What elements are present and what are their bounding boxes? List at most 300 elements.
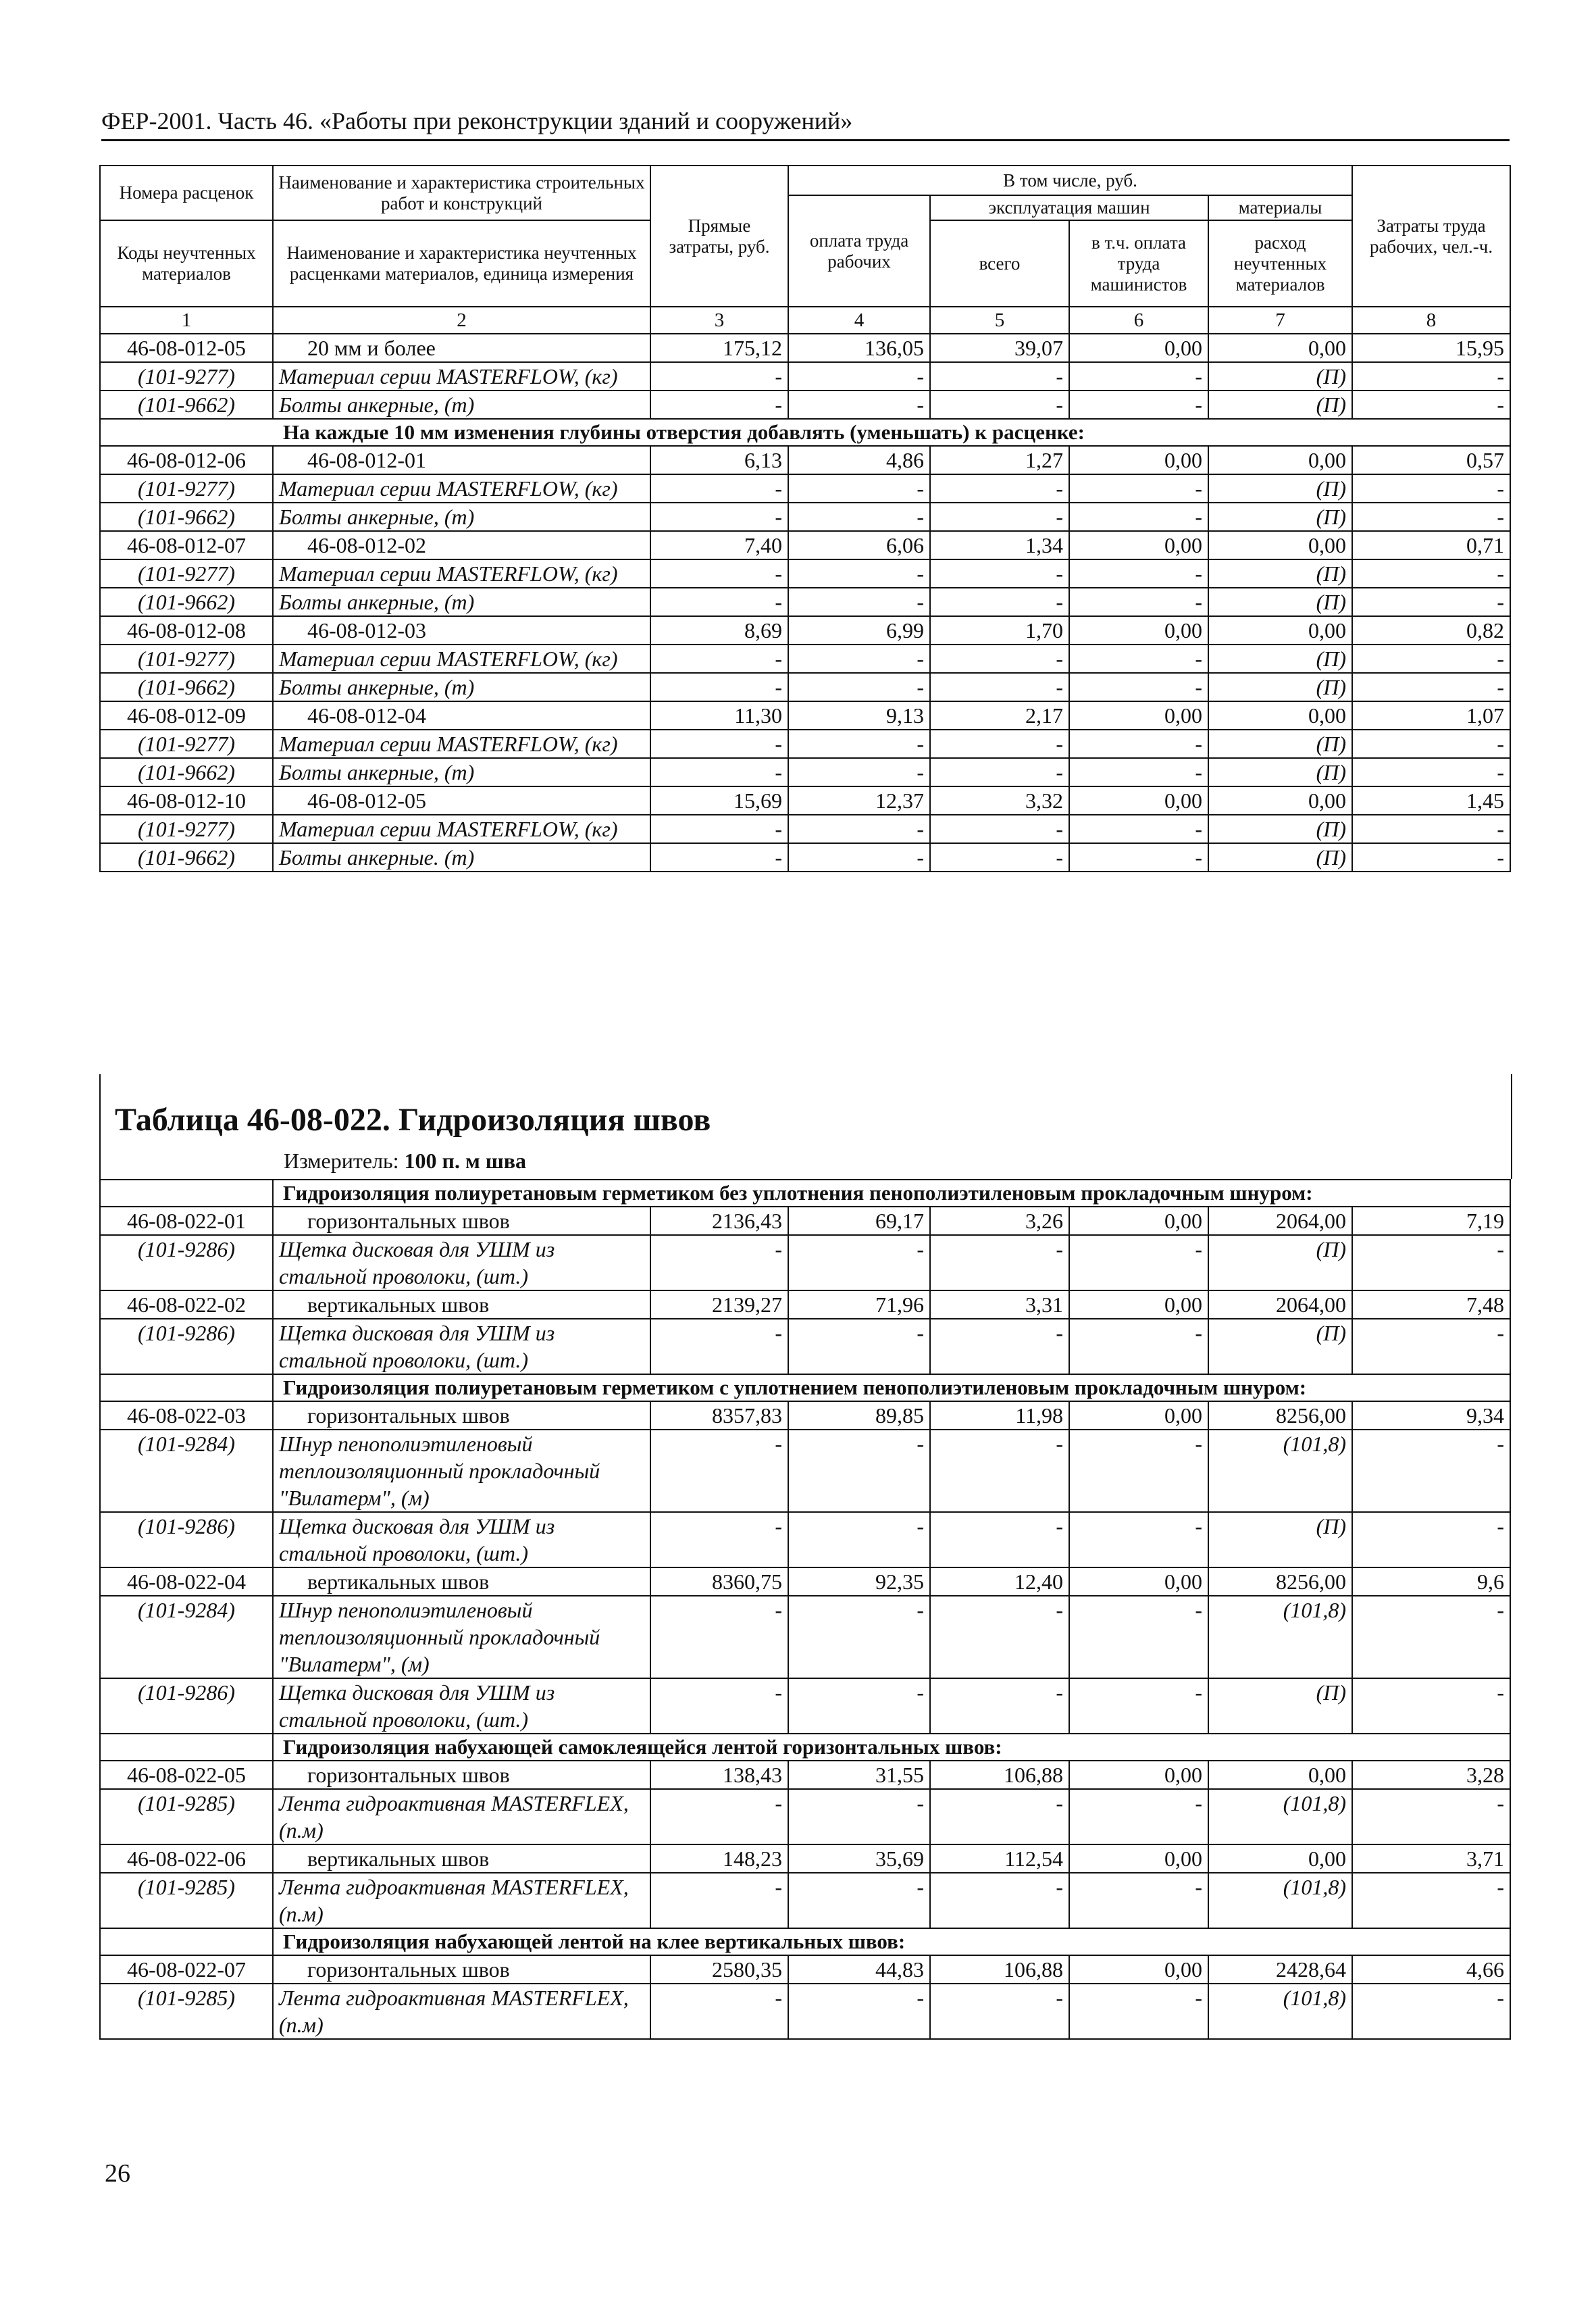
dash-cell: - xyxy=(1069,1873,1208,1928)
material-row xyxy=(100,1984,1510,2039)
dash-cell: - xyxy=(930,474,1069,503)
rate-value: 4,66 xyxy=(1352,1955,1510,1984)
col2-sub-header: Наименование и характеристика неучтенных расценками материалов, единица измерения xyxy=(273,220,650,307)
dash-cell: - xyxy=(650,843,788,872)
material-row xyxy=(100,1512,1510,1567)
rate-name: вертикальных швов xyxy=(273,1567,650,1596)
rate-value: 136,05 xyxy=(788,334,930,362)
rate-value: 1,34 xyxy=(930,531,1069,559)
material-code: (101-9285) xyxy=(100,1984,273,2039)
col8-header: Затраты труда рабочих, чел.-ч. xyxy=(1352,166,1510,307)
rate-value: 0,82 xyxy=(1352,616,1510,645)
dash-cell: - xyxy=(650,1873,788,1928)
material-row xyxy=(100,474,1510,503)
dash-cell: - xyxy=(650,730,788,758)
dash-cell: - xyxy=(1352,1319,1510,1374)
dash-cell: - xyxy=(930,673,1069,701)
rate-value: 0,71 xyxy=(1352,531,1510,559)
rate-value: 8,69 xyxy=(650,616,788,645)
material-code: (101-9277) xyxy=(100,645,273,673)
rate-row xyxy=(100,616,1510,645)
material-code: (101-9286) xyxy=(100,1319,273,1374)
material-quantity: (П) xyxy=(1208,1512,1352,1567)
machines-header: эксплуатация машин xyxy=(930,195,1208,220)
material-code: (101-9286) xyxy=(100,1678,273,1734)
col1-header: Номера расценок xyxy=(100,166,273,220)
rate-value: 69,17 xyxy=(788,1207,930,1235)
dash-cell: - xyxy=(1352,362,1510,391)
dash-cell: - xyxy=(650,1319,788,1374)
rate-name: 46-08-012-02 xyxy=(273,531,650,559)
material-name: Материал серии MASTERFLOW, (кг) xyxy=(273,730,650,758)
dash-cell: - xyxy=(788,1235,930,1290)
rate-value: 148,23 xyxy=(650,1844,788,1873)
rate-value: 106,88 xyxy=(930,1761,1069,1789)
material-code: (101-9277) xyxy=(100,474,273,503)
dash-cell: - xyxy=(930,391,1069,419)
dash-cell: - xyxy=(930,1984,1069,2039)
rate-code: 46-08-012-10 xyxy=(100,786,273,815)
rate-value: 0,00 xyxy=(1069,1567,1208,1596)
material-name: Материал серии MASTERFLOW, (кг) xyxy=(273,474,650,503)
dash-cell: - xyxy=(1352,815,1510,843)
dash-cell: - xyxy=(1352,673,1510,701)
rate-row xyxy=(100,334,1510,362)
rate-value: 44,83 xyxy=(788,1955,930,1984)
col7-header: расход неучтенных материалов xyxy=(1208,220,1352,307)
rate-value: 11,98 xyxy=(930,1401,1069,1430)
rate-row xyxy=(100,531,1510,559)
rate-value: 1,27 xyxy=(930,446,1069,474)
rate-name: горизонтальных швов xyxy=(273,1207,650,1235)
material-quantity: (П) xyxy=(1208,391,1352,419)
rate-name: 46-08-012-01 xyxy=(273,446,650,474)
column-number: 2 xyxy=(273,307,650,334)
dash-cell: - xyxy=(788,1789,930,1844)
rate-value: 0,00 xyxy=(1069,334,1208,362)
material-code: (101-9284) xyxy=(100,1430,273,1512)
material-code: (101-9662) xyxy=(100,588,273,616)
dash-cell: - xyxy=(930,1430,1069,1512)
material-name: Болты анкерные, (т) xyxy=(273,391,650,419)
rate-row xyxy=(100,1401,1510,1430)
col6-header: в т.ч. оплата труда машинистов xyxy=(1069,220,1208,307)
dash-cell: - xyxy=(788,673,930,701)
rate-value: 4,86 xyxy=(788,446,930,474)
dash-cell: - xyxy=(788,1512,930,1567)
dash-cell: - xyxy=(650,391,788,419)
material-quantity: (101,8) xyxy=(1208,1789,1352,1844)
dash-cell: - xyxy=(1069,730,1208,758)
section-spacer-cell xyxy=(100,1374,273,1401)
dash-cell: - xyxy=(1069,1235,1208,1290)
rate-value: 8256,00 xyxy=(1208,1567,1352,1596)
section-spacer-cell xyxy=(100,1734,273,1761)
material-row xyxy=(100,730,1510,758)
material-row xyxy=(100,1873,1510,1928)
dash-cell: - xyxy=(1069,1430,1208,1512)
rate-value: 0,00 xyxy=(1069,786,1208,815)
material-code: (101-9277) xyxy=(100,815,273,843)
rate-code: 46-08-022-06 xyxy=(100,1844,273,1873)
material-name: Щетка дисковая для УШМ из стальной проволоки, (шт.) xyxy=(273,1319,650,1374)
rate-value: 0,00 xyxy=(1208,1844,1352,1873)
dash-cell: - xyxy=(1352,1984,1510,2039)
dash-cell: - xyxy=(650,1678,788,1734)
dash-cell: - xyxy=(650,503,788,531)
rate-value: 7,40 xyxy=(650,531,788,559)
material-name: Болты анкерные, (т) xyxy=(273,588,650,616)
dash-cell: - xyxy=(650,1430,788,1512)
dash-cell: - xyxy=(788,843,930,872)
material-name: Щетка дисковая для УШМ из стальной проволоки, (шт.) xyxy=(273,1678,650,1734)
rate-row xyxy=(100,701,1510,730)
dash-cell: - xyxy=(1069,559,1208,588)
section-title: На каждые 10 мм изменения глубины отверстия добавлять (уменьшать) к расценке: xyxy=(100,419,1510,446)
rate-code: 46-08-022-05 xyxy=(100,1761,273,1789)
dash-cell: - xyxy=(650,588,788,616)
rate-name: горизонтальных швов xyxy=(273,1401,650,1430)
material-row xyxy=(100,1319,1510,1374)
rate-name: 46-08-012-04 xyxy=(273,701,650,730)
dash-cell: - xyxy=(1069,1984,1208,2039)
incl-header: В том числе, руб. xyxy=(788,166,1352,195)
rate-row xyxy=(100,1567,1510,1596)
rate-value: 2580,35 xyxy=(650,1955,788,1984)
material-row xyxy=(100,588,1510,616)
dash-cell: - xyxy=(788,503,930,531)
rate-code: 46-08-012-07 xyxy=(100,531,273,559)
rate-row xyxy=(100,786,1510,815)
material-quantity: (П) xyxy=(1208,843,1352,872)
material-code: (101-9285) xyxy=(100,1873,273,1928)
col1-sub-header: Коды неучтенных материалов xyxy=(100,220,273,307)
dash-cell: - xyxy=(930,1319,1069,1374)
dash-cell: - xyxy=(930,1235,1069,1290)
measurement-value: 100 п. м шва xyxy=(404,1149,527,1173)
material-row xyxy=(100,362,1510,391)
rate-value: 106,88 xyxy=(930,1955,1069,1984)
material-quantity: (П) xyxy=(1208,815,1352,843)
dash-cell: - xyxy=(788,474,930,503)
rate-value: 0,00 xyxy=(1069,1207,1208,1235)
rate-code: 46-08-012-08 xyxy=(100,616,273,645)
section-title: Гидроизоляция набухающей самоклеящейся лентой горизонтальных швов: xyxy=(273,1734,1510,1761)
rate-code: 46-08-012-06 xyxy=(100,446,273,474)
material-name: Шнур пенополиэтиленовый теплоизоляционный прокладочный "Вилатерм", (м) xyxy=(273,1596,650,1678)
rate-value: 8357,83 xyxy=(650,1401,788,1430)
waterproofing-table xyxy=(99,1179,1511,2040)
material-row xyxy=(100,1789,1510,1844)
dash-cell: - xyxy=(930,559,1069,588)
dash-cell: - xyxy=(650,673,788,701)
rate-code: 46-08-012-09 xyxy=(100,701,273,730)
rate-value: 0,00 xyxy=(1069,1955,1208,1984)
material-quantity: (П) xyxy=(1208,730,1352,758)
material-name: Болты анкерные, (т) xyxy=(273,673,650,701)
rate-value: 2428,64 xyxy=(1208,1955,1352,1984)
rate-code: 46-08-012-05 xyxy=(100,334,273,362)
rate-value: 35,69 xyxy=(788,1844,930,1873)
rate-value: 3,71 xyxy=(1352,1844,1510,1873)
dash-cell: - xyxy=(930,645,1069,673)
material-code: (101-9662) xyxy=(100,843,273,872)
rate-name: вертикальных швов xyxy=(273,1844,650,1873)
rate-value: 6,06 xyxy=(788,531,930,559)
rate-value: 0,00 xyxy=(1069,1761,1208,1789)
material-code: (101-9277) xyxy=(100,559,273,588)
dash-cell: - xyxy=(930,1789,1069,1844)
dash-cell: - xyxy=(1069,1512,1208,1567)
rate-value: 8256,00 xyxy=(1208,1401,1352,1430)
rate-value: 11,30 xyxy=(650,701,788,730)
material-quantity: (П) xyxy=(1208,758,1352,786)
dash-cell: - xyxy=(650,815,788,843)
column-number: 6 xyxy=(1069,307,1208,334)
material-code: (101-9662) xyxy=(100,503,273,531)
material-name: Материал серии MASTERFLOW, (кг) xyxy=(273,645,650,673)
section-title: Гидроизоляция набухающей лентой на клее вертикальных швов: xyxy=(273,1928,1510,1955)
material-quantity: (П) xyxy=(1208,588,1352,616)
rate-value: 0,00 xyxy=(1069,1290,1208,1319)
material-quantity: (П) xyxy=(1208,1678,1352,1734)
rate-name: вертикальных швов xyxy=(273,1290,650,1319)
rate-value: 7,48 xyxy=(1352,1290,1510,1319)
dash-cell: - xyxy=(1069,474,1208,503)
material-name: Материал серии MASTERFLOW, (кг) xyxy=(273,559,650,588)
rate-value: 0,00 xyxy=(1208,531,1352,559)
dash-cell: - xyxy=(930,815,1069,843)
col2-header: Наименование и характеристика строительных работ и конструкций xyxy=(273,166,650,220)
rate-value: 112,54 xyxy=(930,1844,1069,1873)
table2-title: Таблица 46-08-022. Гидроизоляция швов xyxy=(115,1102,711,1138)
dash-cell: - xyxy=(650,362,788,391)
dash-cell: - xyxy=(788,1678,930,1734)
dash-cell: - xyxy=(930,1873,1069,1928)
material-quantity: (101,8) xyxy=(1208,1873,1352,1928)
rate-value: 8360,75 xyxy=(650,1567,788,1596)
col3-header: Прямые затраты, руб. xyxy=(650,166,788,307)
material-code: (101-9277) xyxy=(100,362,273,391)
rate-code: 46-08-022-01 xyxy=(100,1207,273,1235)
material-row xyxy=(100,815,1510,843)
dash-cell: - xyxy=(650,1235,788,1290)
rate-value: 1,45 xyxy=(1352,786,1510,815)
material-name: Лента гидроактивная MASTERFLEX, (п.м) xyxy=(273,1984,650,2039)
rate-value: 92,35 xyxy=(788,1567,930,1596)
rate-value: 1,70 xyxy=(930,616,1069,645)
dash-cell: - xyxy=(930,730,1069,758)
page-number: 26 xyxy=(105,2159,130,2188)
rate-value: 9,6 xyxy=(1352,1567,1510,1596)
rate-value: 12,40 xyxy=(930,1567,1069,1596)
rate-value: 0,00 xyxy=(1069,1844,1208,1873)
column-number: 5 xyxy=(930,307,1069,334)
rate-value: 9,13 xyxy=(788,701,930,730)
rate-value: 138,43 xyxy=(650,1761,788,1789)
material-row xyxy=(100,1596,1510,1678)
dash-cell: - xyxy=(930,362,1069,391)
dash-cell: - xyxy=(1352,1512,1510,1567)
material-name: Лента гидроактивная MASTERFLEX, (п.м) xyxy=(273,1789,650,1844)
rate-value: 89,85 xyxy=(788,1401,930,1430)
rate-value: 39,07 xyxy=(930,334,1069,362)
dash-cell: - xyxy=(1069,391,1208,419)
dash-cell: - xyxy=(650,1984,788,2039)
dash-cell: - xyxy=(1352,730,1510,758)
rate-value: 0,00 xyxy=(1208,334,1352,362)
material-row xyxy=(100,1430,1510,1512)
dash-cell: - xyxy=(788,730,930,758)
dash-cell: - xyxy=(1352,559,1510,588)
material-name: Щетка дисковая для УШМ из стальной проволоки, (шт.) xyxy=(273,1512,650,1567)
material-code: (101-9662) xyxy=(100,758,273,786)
dash-cell: - xyxy=(930,588,1069,616)
rate-value: 7,19 xyxy=(1352,1207,1510,1235)
dash-cell: - xyxy=(788,758,930,786)
rate-value: 3,31 xyxy=(930,1290,1069,1319)
material-quantity: (П) xyxy=(1208,645,1352,673)
col4-header: оплата труда рабочих xyxy=(788,195,930,307)
material-name: Болты анкерные. (т) xyxy=(273,843,650,872)
dash-cell: - xyxy=(1069,503,1208,531)
dash-cell: - xyxy=(930,1678,1069,1734)
dash-cell: - xyxy=(1069,843,1208,872)
material-quantity: (П) xyxy=(1208,362,1352,391)
dash-cell: - xyxy=(930,758,1069,786)
dash-cell: - xyxy=(1069,362,1208,391)
rate-row xyxy=(100,1761,1510,1789)
rates-table xyxy=(99,165,1511,872)
dash-cell: - xyxy=(1352,843,1510,872)
material-code: (101-9662) xyxy=(100,391,273,419)
rate-value: 0,00 xyxy=(1069,446,1208,474)
rate-value: 3,26 xyxy=(930,1207,1069,1235)
section-title: Гидроизоляция полиуретановым герметиком без уплотнения пенополиэтиленовым прокладочным шнуром: xyxy=(273,1180,1510,1207)
dash-cell: - xyxy=(650,645,788,673)
measurement-line xyxy=(284,1149,526,1174)
material-row xyxy=(100,559,1510,588)
dash-cell: - xyxy=(930,503,1069,531)
material-code: (101-9285) xyxy=(100,1789,273,1844)
material-code: (101-9284) xyxy=(100,1596,273,1678)
column-number: 3 xyxy=(650,307,788,334)
rate-value: 2136,43 xyxy=(650,1207,788,1235)
dash-cell: - xyxy=(1352,1789,1510,1844)
rate-value: 15,69 xyxy=(650,786,788,815)
material-quantity: (П) xyxy=(1208,1235,1352,1290)
material-quantity: (101,8) xyxy=(1208,1596,1352,1678)
measurement-label: Измеритель: xyxy=(284,1149,399,1173)
dash-cell: - xyxy=(650,758,788,786)
material-name: Лента гидроактивная MASTERFLEX, (п.м) xyxy=(273,1873,650,1928)
rate-row xyxy=(100,1290,1510,1319)
dash-cell: - xyxy=(1069,1319,1208,1374)
col5-header: всего xyxy=(930,220,1069,307)
rate-value: 0,00 xyxy=(1208,786,1352,815)
material-row xyxy=(100,758,1510,786)
rate-value: 2064,00 xyxy=(1208,1207,1352,1235)
material-row xyxy=(100,673,1510,701)
dash-cell: - xyxy=(788,362,930,391)
rate-value: 6,99 xyxy=(788,616,930,645)
dash-cell: - xyxy=(788,391,930,419)
dash-cell: - xyxy=(788,1596,930,1678)
column-number: 4 xyxy=(788,307,930,334)
materials-header: материалы xyxy=(1208,195,1352,220)
material-quantity: (П) xyxy=(1208,1319,1352,1374)
rate-value: 0,00 xyxy=(1069,701,1208,730)
material-row xyxy=(100,1678,1510,1734)
material-quantity: (П) xyxy=(1208,474,1352,503)
rate-value: 0,00 xyxy=(1208,701,1352,730)
rate-value: 31,55 xyxy=(788,1761,930,1789)
rate-value: 9,34 xyxy=(1352,1401,1510,1430)
rate-value: 15,95 xyxy=(1352,334,1510,362)
material-name: Материал серии MASTERFLOW, (кг) xyxy=(273,362,650,391)
material-row xyxy=(100,1235,1510,1290)
dash-cell: - xyxy=(650,474,788,503)
rate-value: 0,00 xyxy=(1208,1761,1352,1789)
rate-value: 1,07 xyxy=(1352,701,1510,730)
rate-name: 46-08-012-03 xyxy=(273,616,650,645)
material-quantity: (П) xyxy=(1208,503,1352,531)
material-code: (101-9286) xyxy=(100,1235,273,1290)
rate-value: 71,96 xyxy=(788,1290,930,1319)
rate-value: 12,37 xyxy=(788,786,930,815)
rate-row xyxy=(100,1844,1510,1873)
material-row xyxy=(100,645,1510,673)
rate-value: 0,00 xyxy=(1208,616,1352,645)
dash-cell: - xyxy=(650,1789,788,1844)
dash-cell: - xyxy=(788,645,930,673)
dash-cell: - xyxy=(1069,1789,1208,1844)
dash-cell: - xyxy=(788,815,930,843)
rate-code: 46-08-022-03 xyxy=(100,1401,273,1430)
material-quantity: (101,8) xyxy=(1208,1984,1352,2039)
rate-value: 2,17 xyxy=(930,701,1069,730)
rate-value: 0,00 xyxy=(1208,446,1352,474)
rate-value: 2064,00 xyxy=(1208,1290,1352,1319)
dash-cell: - xyxy=(1069,1678,1208,1734)
dash-cell: - xyxy=(1352,1235,1510,1290)
rate-name: 20 мм и более xyxy=(273,334,650,362)
material-name: Болты анкерные, (т) xyxy=(273,758,650,786)
dash-cell: - xyxy=(1352,1678,1510,1734)
material-row xyxy=(100,843,1510,872)
dash-cell: - xyxy=(650,1596,788,1678)
page-header: ФЕР-2001. Часть 46. «Работы при реконструкции зданий и сооружений» xyxy=(101,107,1510,141)
column-number: 7 xyxy=(1208,307,1352,334)
material-quantity: (101,8) xyxy=(1208,1430,1352,1512)
dash-cell: - xyxy=(1069,815,1208,843)
dash-cell: - xyxy=(930,1596,1069,1678)
rate-code: 46-08-022-04 xyxy=(100,1567,273,1596)
dash-cell: - xyxy=(1352,503,1510,531)
dash-cell: - xyxy=(1069,758,1208,786)
rate-value: 0,00 xyxy=(1069,531,1208,559)
rate-value: 0,00 xyxy=(1069,1401,1208,1430)
dash-cell: - xyxy=(1352,758,1510,786)
rate-name: 46-08-012-05 xyxy=(273,786,650,815)
rate-value: 3,32 xyxy=(930,786,1069,815)
dash-cell: - xyxy=(1069,588,1208,616)
rate-value: 3,28 xyxy=(1352,1761,1510,1789)
rate-value: 2139,27 xyxy=(650,1290,788,1319)
dash-cell: - xyxy=(650,559,788,588)
rate-value: 0,57 xyxy=(1352,446,1510,474)
column-number: 8 xyxy=(1352,307,1510,334)
